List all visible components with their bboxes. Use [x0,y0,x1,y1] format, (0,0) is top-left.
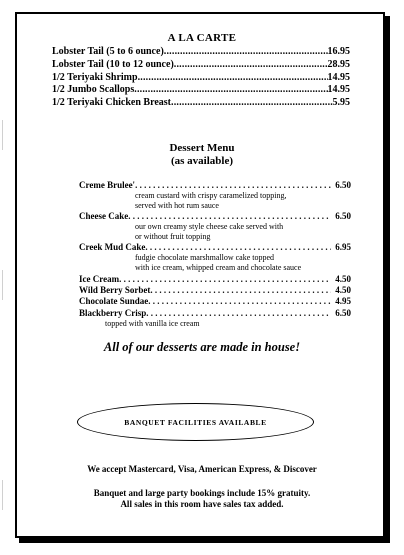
item-name: 1/2 Teriyaki Chicken Breast [52,97,171,108]
dessert-item [79,308,351,329]
dessert-item [79,285,351,296]
item-description: fudgie chocolate marshmallow cake topped [135,253,275,262]
item-name: Ice Cream [79,274,120,284]
dessert-tagline: All of our desserts are made in house! [103,340,301,354]
margin-mark [2,270,3,300]
leader-dots [145,242,331,253]
item-price: 6.50 [335,180,351,190]
dessert-title: Dessert Menu [169,142,235,154]
page-border-shadow [385,16,390,540]
item-name: 1/2 Jumbo Scallops [52,84,135,95]
gratuity-note: Banquet and large party bookings include 15% gratuity. [93,488,311,498]
item-price: 4.50 [335,274,351,284]
item-price: 6.95 [335,242,351,252]
leader-dots [171,97,333,109]
dessert-item [79,242,351,273]
item-price: 4.50 [335,285,351,295]
item-price: 5.95 [332,97,350,108]
dessert-item [79,296,351,307]
tax-note: All sales in this room have sales tax added. [120,499,284,509]
dessert-item [79,274,351,285]
leader-dots [134,84,327,96]
item-name: Lobster Tail (5 to 6 ounce) [52,46,164,57]
alacarte-item [52,46,350,58]
banquet-banner [77,403,314,441]
item-description: or without fruit topping [135,232,211,241]
alacarte-item [52,97,350,109]
leader-dots [138,72,328,84]
item-name: Lobster Tail (10 to 12 ounce) [52,59,174,70]
item-description: our own creamy style cheese cake served with [135,222,284,231]
dessert-subtitle: (as available) [170,155,234,167]
leader-dots [148,296,331,307]
item-description: topped with vanilla ice cream [105,319,200,328]
leader-dots [146,308,331,319]
alacarte-item [52,72,350,84]
alacarte-title: A LA CARTE [167,32,237,44]
item-price: 6.50 [335,211,351,221]
item-price: 6.50 [335,308,351,318]
item-name: Chocolate Sundae [79,296,149,306]
leader-dots [119,274,331,285]
item-price: 28.95 [327,59,350,70]
leader-dots [164,46,328,58]
item-name: Wild Berry Sorbet [79,285,151,295]
leader-dots [150,285,331,296]
dessert-item [79,180,351,211]
item-name: Blackberry Crisp [79,308,147,318]
item-description: cream custard with crispy caramelized topping, [135,191,287,200]
leader-dots [174,59,328,71]
item-name: Creme Brulee' [79,180,136,190]
item-price: 14.95 [327,72,350,83]
leader-dots [135,180,331,191]
item-name: 1/2 Teriyaki Shrimp [52,72,138,83]
item-name: Cheese Cake [79,211,129,221]
page-border-shadow [19,538,390,543]
dessert-item [79,211,351,242]
banquet-text: BANQUET FACILITIES AVAILABLE [124,417,267,427]
leader-dots [128,211,331,222]
item-price: 4.95 [335,296,351,306]
item-name: Creek Mud Cake [79,242,146,252]
item-price: 14.95 [327,84,350,95]
item-price: 16.95 [327,46,350,57]
alacarte-item [52,59,350,71]
alacarte-item [52,84,350,96]
item-description: served with hot rum sauce [135,201,219,210]
payment-note: We accept Mastercard, Visa, American Express, & Discover [87,464,317,474]
dessert-menu-title [0,142,404,168]
item-description: with ice cream, whipped cream and chocolate sauce [135,263,302,272]
